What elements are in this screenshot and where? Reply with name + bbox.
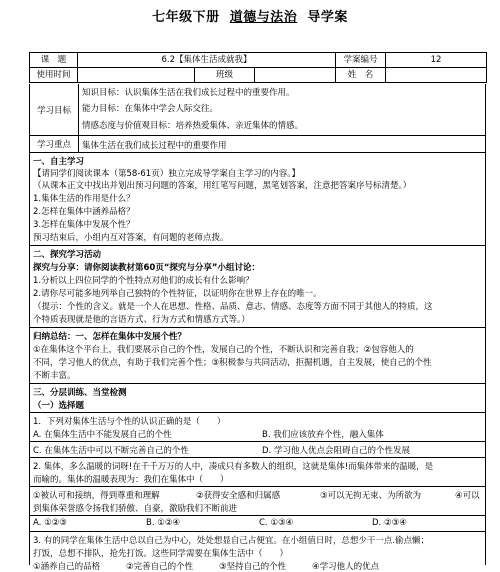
q3-statement-4: ④学习他人的优点 bbox=[312, 562, 380, 572]
section2-line: 1.分析以上四位同学的个性特点对他们的成长有什么影响？ bbox=[33, 276, 254, 286]
q1-option-d: D. 学习他人优点会阻碍自己的个性发展 bbox=[262, 446, 410, 456]
q1-option-b: B. 我们应该放弃个性，融入集体 bbox=[262, 430, 384, 440]
case-no-label: 学案编号 bbox=[336, 53, 386, 68]
key-point-label: 学习重点 bbox=[30, 136, 79, 152]
key-point bbox=[29, 136, 486, 153]
course-value: 6.2【集体生活成就我】 bbox=[78, 53, 336, 68]
section1-line: （从课本正文中找出并划出预习问题的答案，用红笔写问题，黑笔划答案，注意把答案序号标清楚。） bbox=[33, 181, 412, 191]
class-label: 班级 bbox=[195, 68, 255, 83]
divider bbox=[30, 486, 485, 487]
q2-statement-2: ②获得安全感和归属感 bbox=[196, 491, 281, 501]
time-value bbox=[78, 68, 195, 83]
q3-statement-2: ②完善自己的个性 bbox=[126, 562, 194, 572]
q3-stem: 打饭，总想不排队，抢先打饭。这些同学需要在集体生活中（ ） bbox=[33, 549, 289, 559]
section2-sub: 探究与分享：请你阅读教材第60页“探究与分享”小组讨论： bbox=[33, 263, 261, 273]
q3-statement-3: ③坚持自己的个性 bbox=[219, 562, 287, 572]
section1-line: 1.集体生活的作用是什么？ bbox=[33, 194, 135, 204]
q2-statement-1: ①被认可和接纳，得到尊重和理解 bbox=[33, 491, 160, 501]
title-prefix: 七年级下册 bbox=[152, 10, 220, 25]
q1-stem: 1．下列对集体生活与个性的认识正确的是（ ） bbox=[33, 417, 226, 427]
section2-line: 2.请你尽可能多地列举自己独特的个性特征，以证明你在世界上存在的唯一。 bbox=[33, 289, 322, 299]
q2-answer-d: D. ②③④ bbox=[372, 518, 407, 528]
time-label: 使用时间 bbox=[30, 68, 78, 83]
page-title bbox=[0, 6, 500, 25]
section2-tip: 个特质表现就是他的言语方式、行为方式和情感方式等。） bbox=[33, 315, 250, 325]
q2-answer-a: A. ①②③ bbox=[33, 518, 67, 528]
q2-statement-4: ④可以 bbox=[455, 491, 480, 501]
q3-stem: 3. 有的同学在集体生活中总以自己为中心，处处想显自己占便宜。在小组值日时，总想少干一点.偷点懒； bbox=[33, 536, 430, 546]
goals-label: 学习目标 bbox=[30, 84, 79, 135]
goal-ability: 能力目标：在集体中学会人际交往。 bbox=[82, 104, 219, 114]
header-table bbox=[29, 52, 487, 83]
section3-sub: （一）选择题 bbox=[33, 401, 85, 411]
summary-line: 不断丰富。 bbox=[33, 371, 76, 381]
summary-line: 不同，学习他人的优点，有助于我们完善个性；③积极参与共同活动，拒掘机遇，自主发展，使自己的个性 bbox=[33, 358, 432, 368]
class-value bbox=[255, 68, 336, 83]
goal-knowledge: 知识目标：认识集体生活在我们成长过程中的重要作用。 bbox=[82, 88, 295, 98]
divider bbox=[30, 245, 485, 246]
learning-goals bbox=[29, 84, 486, 136]
divider bbox=[30, 531, 485, 532]
key-point-value: 集体生活在我们成长过程中的重要作用 bbox=[82, 141, 227, 151]
section1-line: 预习结束后，小组内互对答案，有问题的老师点拨。 bbox=[33, 233, 229, 243]
q2-stem: 而喻的。集体的温暖表现为：我们在集体中（ ） bbox=[33, 475, 229, 485]
summary-line: ①在集体这个平台上，我们要展示自己的个性，发展自己的个性，不断认识和完善自我；②包容他人的 bbox=[33, 345, 414, 355]
divider bbox=[30, 515, 485, 516]
case-no-value: 12 bbox=[386, 53, 487, 68]
divider bbox=[30, 441, 485, 442]
q3-statement-1: ①涵养自己的品格 bbox=[33, 562, 101, 572]
name-value bbox=[386, 68, 487, 83]
worksheet-body bbox=[29, 153, 486, 572]
q2-answer-c: C. ①③④ bbox=[259, 518, 294, 528]
title-suffix: 导学案 bbox=[307, 10, 348, 25]
section1-line: 3.怎样在集体中发展个性？ bbox=[33, 220, 135, 230]
section3-heading: 三、分层训练、当堂检测 bbox=[33, 388, 127, 398]
course-label: 课 题 bbox=[30, 53, 78, 68]
goal-emotion: 情感态度与价值观目标：培养热爱集体、亲近集体的情感。 bbox=[82, 121, 304, 131]
section2-heading: 二、探究学习活动 bbox=[33, 250, 102, 260]
q2-statement-3: ③可以无拘无束、为所欲为 bbox=[320, 491, 422, 501]
name-label: 姓 名 bbox=[336, 68, 386, 83]
divider bbox=[30, 327, 485, 328]
section2-tip: （提示：个性的含义。就是一个人在思想、性格、品质、意志、情感、态度等方面不同于其他人的特质，这 bbox=[33, 302, 433, 312]
summary-heading: 归纳总结：一、怎样在集体中发展个性？ bbox=[33, 332, 187, 342]
divider bbox=[30, 457, 485, 458]
divider bbox=[30, 412, 485, 413]
q2-stem: 2. 集体，多么温暖的词呀!在千千万万的人中，凑成只有多数人的组织，这就是集体!而集体带来的温暖，是 bbox=[33, 462, 434, 472]
section1-line: 【请同学们阅读课本（第58-61页）独立完成导学案自主学习的内容。】 bbox=[33, 169, 300, 179]
q2-statement-4-cont: 到集体荣誉感令扬我们骄傲、自豪，激励我们不断前进 bbox=[33, 504, 238, 514]
q2-answer-b: B. ①②④ bbox=[146, 518, 181, 528]
divider bbox=[30, 383, 485, 384]
q1-option-a: A. 在集体生活中不能发展自己的个性 bbox=[33, 430, 172, 440]
section1-line: 2.怎样在集体中涵养品格？ bbox=[33, 207, 135, 217]
title-subject: 道德与法治 bbox=[229, 10, 298, 25]
q1-option-c: C. 在集体生活中可以不断完善自己的个性 bbox=[33, 446, 189, 456]
section1-heading: 一、自主学习 bbox=[33, 157, 85, 167]
